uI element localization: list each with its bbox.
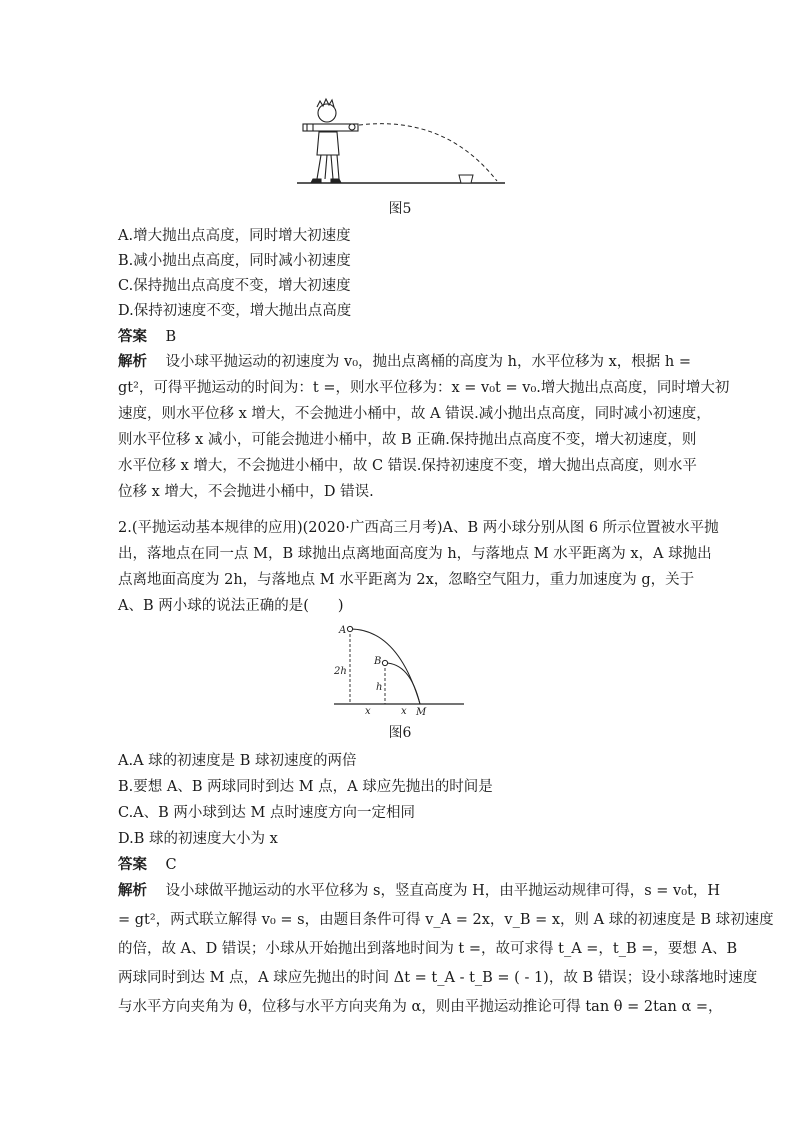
q1-option-d: D.保持初速度不变，增大抛出点高度 bbox=[118, 303, 352, 319]
q1-analysis-line-1: 解析 设小球平抛运动的初速度为 v₀，抛出点离桶的高度为 h，水平位移为 x，根据 h = bbox=[118, 353, 691, 370]
q1-answer-label: 答案 bbox=[118, 328, 147, 345]
q2-answer bbox=[118, 855, 684, 875]
figure-5-caption: 图5 bbox=[388, 201, 412, 217]
q2-option-d: D.B 球的初速度大小为 x bbox=[118, 831, 278, 847]
fig6-b-trajectory bbox=[385, 663, 420, 704]
fig6-label-2h: 2h bbox=[334, 666, 347, 677]
figure-6-caption: 图6 bbox=[388, 725, 412, 741]
figure-6-diagram bbox=[328, 618, 468, 716]
ball-trajectory bbox=[359, 124, 497, 181]
q2-analysis-label: 解析 bbox=[118, 882, 147, 899]
q2-answer-value: C bbox=[165, 857, 177, 873]
q1-option-a: A.增大抛出点高度，同时增大初速度 bbox=[118, 228, 351, 244]
q2-stem-line-4: A、B 两小球的说法正确的是( ) bbox=[118, 598, 344, 614]
q2-analysis-line-2: = gt²，两式联立解得 v₀ = s，由题目条件可得 v_A = 2x，v_B = x，则 A 球的初速度是 B 球初速度 bbox=[118, 912, 774, 928]
fig6-a-trajectory bbox=[350, 629, 420, 704]
q1-analysis-line-5: 水平位移 x 增大，不会抛进小桶中，故 C 错误.保持初速度不变，增大抛出点高度，则水平 bbox=[118, 458, 697, 474]
q2-analysis-line-3: 的倍，故 A、D 错误；小球从开始抛出到落地时间为 t =，故可求得 t_A =，t_B =，要想 A、B bbox=[118, 941, 738, 957]
q2-option-c: C.A、B 两小球到达 M 点时速度方向一定相同 bbox=[118, 805, 415, 821]
fig6-label-x1: x bbox=[365, 706, 371, 716]
q2-option-b: B.要想 A、B 两球同时到达 M 点，A 球应先抛出的时间是 bbox=[118, 779, 493, 795]
fig6-label-m: M bbox=[416, 707, 427, 716]
q2-analysis-line-4: 两球同时到达 M 点，A 球应先抛出的时间 Δt = t_A - t_B = ( - 1)，故 B 错误；设小球落地时速度 bbox=[118, 970, 758, 986]
q2-answer-label: 答案 bbox=[118, 856, 147, 873]
q1-analysis-line-4: 则水平位移 x 减小，可能会抛进小桶中，故 B 正确.保持抛出点高度不变，增大初速度，则 bbox=[118, 432, 697, 448]
q1-analysis-line-2: gt²，可得平抛运动的时间为：t =，则水平位移为：x = v₀t = v₀.增大抛出点高度，同时增大初 bbox=[118, 380, 730, 396]
fig6-ball-a bbox=[347, 626, 352, 631]
q2-stem-line-3: 点离地面高度为 2h，与落地点 M 水平距离为 2x，忽略空气阻力，重力加速度为 g，关于 bbox=[118, 572, 695, 588]
q1-option-b: B.减小抛出点高度，同时减小初速度 bbox=[118, 253, 351, 269]
fig6-ball-b bbox=[382, 660, 387, 665]
q2-stem-line-1: 2.(平抛运动基本规律的应用)(2020·广西高三月考)A、B 两小球分别从图 6 所示位置被水平抛 bbox=[118, 520, 719, 536]
q2-analysis-line-5: 与水平方向夹角为 θ，位移与水平方向夹角为 α，则由平抛运动推论可得 tan θ = 2tan α =， bbox=[118, 999, 723, 1015]
q1-analysis-line-6: 位移 x 增大，不会抛进小桶中，D 错误. bbox=[118, 484, 374, 500]
q2-option-a: A.A 球的初速度是 B 球初速度的两倍 bbox=[118, 753, 357, 769]
q2-stem-line-2: 出，落地点在同一点 M，B 球抛出点离地面高度为 h，与落地点 M 水平距离为 x，A 球抛出 bbox=[118, 546, 712, 562]
q1-analysis-line-3: 速度，则水平位移 x 增大，不会抛进小桶中，故 A 错误.减小抛出点高度，同时减小初速度， bbox=[118, 406, 711, 422]
fig6-label-x2: x bbox=[401, 706, 407, 716]
q1-option-c: C.保持抛出点高度不变，增大初速度 bbox=[118, 278, 351, 294]
fig6-label-b: B bbox=[374, 656, 382, 667]
q1-answer bbox=[118, 327, 684, 347]
fig6-label-h: h bbox=[376, 682, 383, 693]
q1-answer-value: B bbox=[165, 329, 177, 345]
q1-analysis-label: 解析 bbox=[118, 353, 147, 370]
q2-analysis-line-1: 解析 设小球做平抛运动的水平位移为 s，竖直高度为 H，由平抛运动规律可得，s = v₀t，H bbox=[118, 882, 721, 899]
figure-5-illustration bbox=[295, 95, 510, 187]
boy-figure bbox=[303, 99, 358, 183]
bucket bbox=[459, 175, 473, 183]
fig6-label-a: A bbox=[339, 625, 347, 636]
